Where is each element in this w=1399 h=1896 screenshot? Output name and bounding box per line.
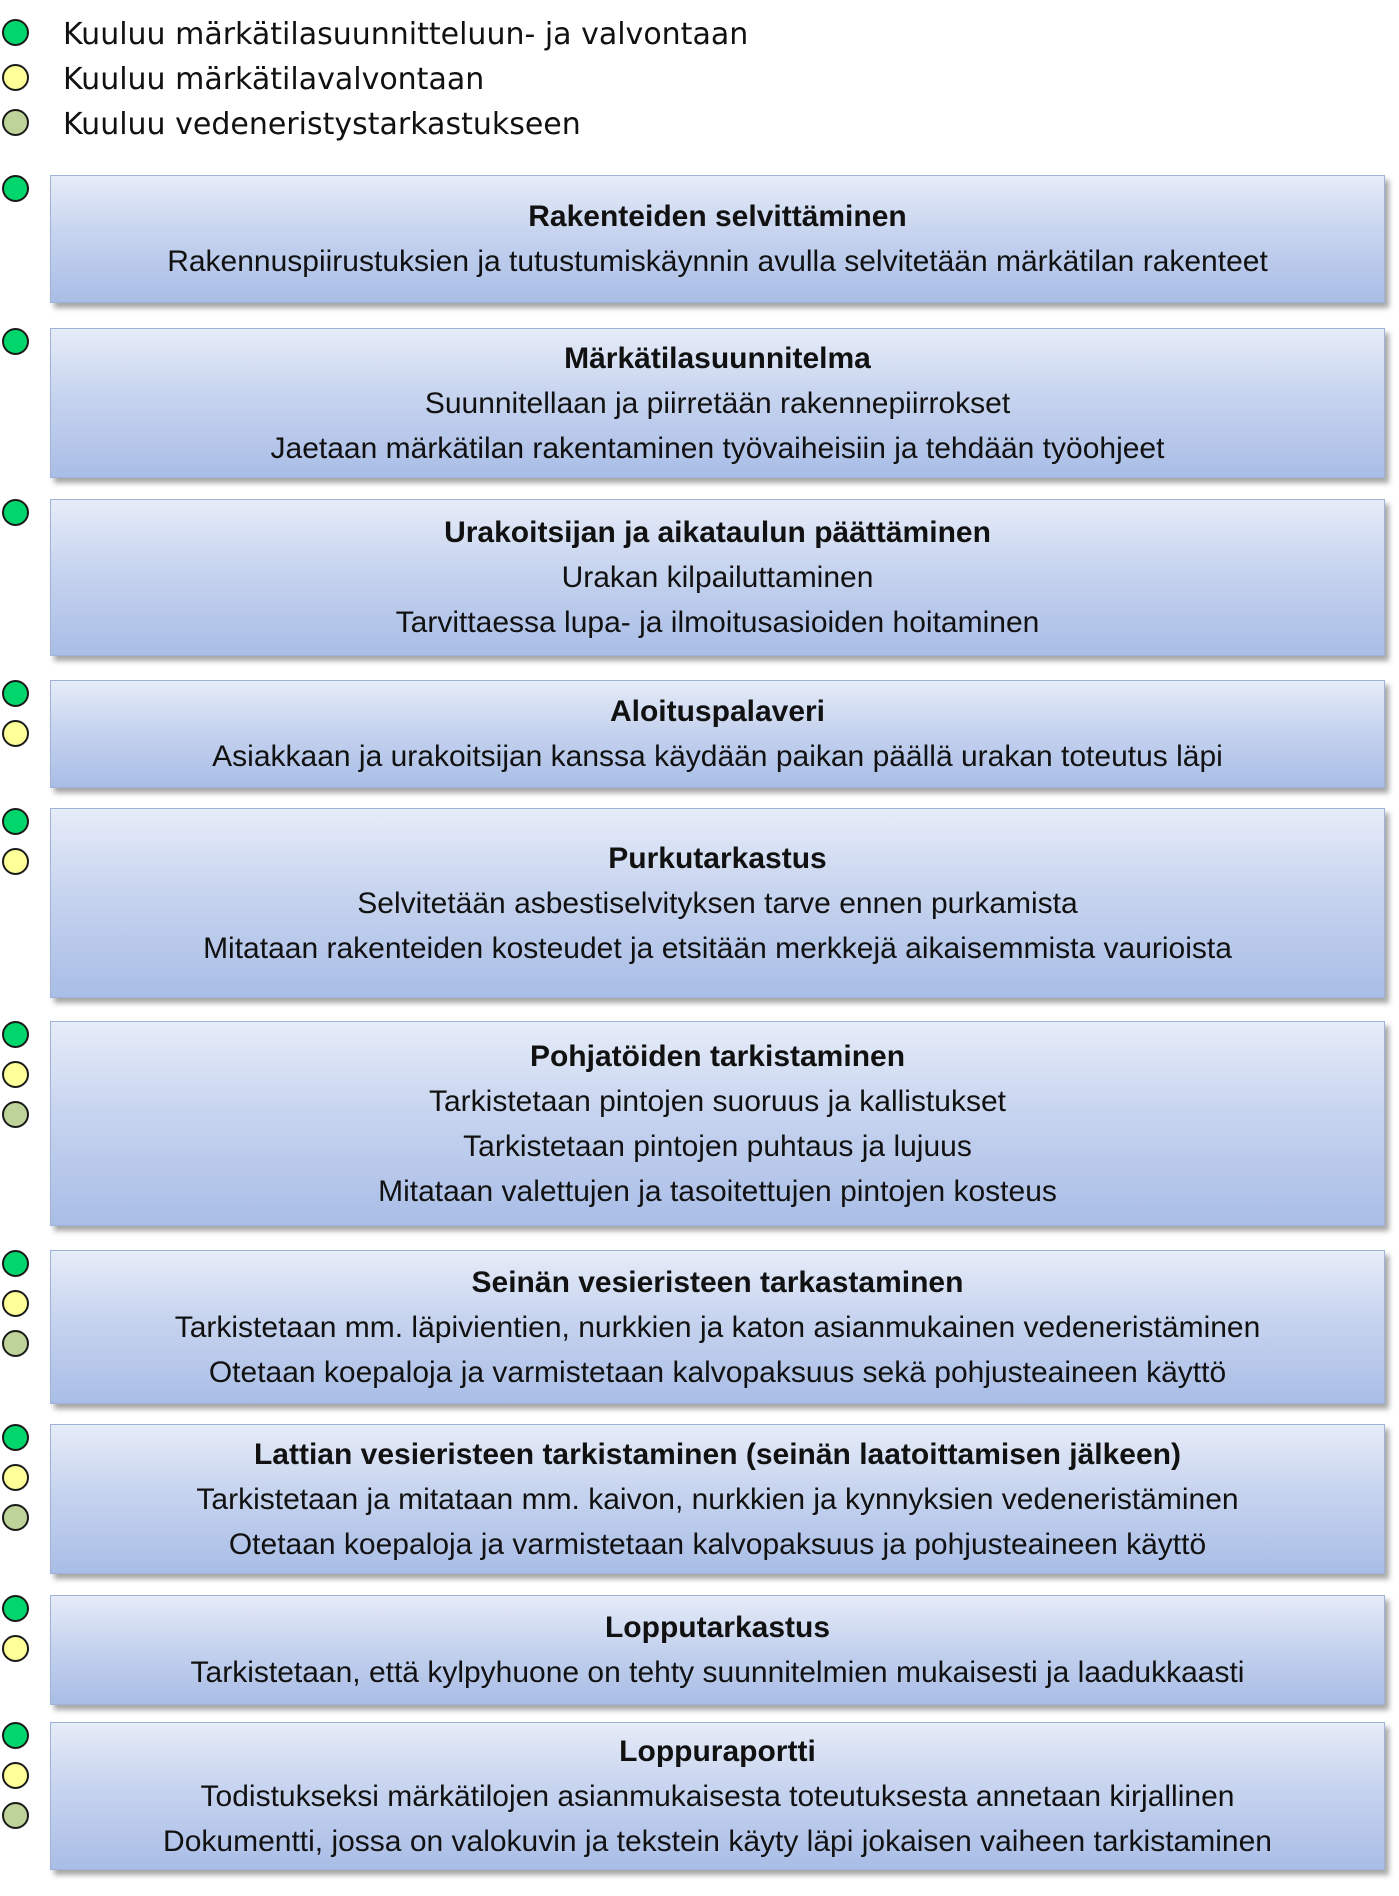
- step-box: [50, 1021, 1385, 1226]
- step-title: Lopputarkastus: [604, 1611, 831, 1644]
- step-title: Lattian vesieristeen tarkistaminen (seinän laatoittamisen jälkeen): [253, 1437, 1181, 1471]
- step-line: Jaetaan märkätilan rakentaminen työvaiheisiin ja tehdään työohjeet: [270, 431, 1165, 465]
- olive-circle-icon: [2, 1802, 29, 1829]
- step-line: Dokumentti, jossa on valokuvin ja tekstein käyty läpi jokaisen vaiheen tarkistaminen: [163, 1824, 1272, 1858]
- yellow-circle-icon: [2, 1762, 29, 1789]
- step-box: [50, 328, 1385, 478]
- step-lattian-vesieristeen-tarkistaminen: [0, 1424, 1399, 1574]
- green-circle-icon: [2, 680, 29, 707]
- green-circle-icon: [2, 1021, 29, 1048]
- step-line: Otetaan koepaloja ja varmistetaan kalvopaksuus ja pohjusteaineen käyttö: [228, 1527, 1207, 1561]
- green-circle-icon: [2, 328, 29, 355]
- green-circle-icon: [2, 1424, 29, 1451]
- step-rakenteiden-selvittaminen: [0, 175, 1399, 303]
- green-circle-icon: [2, 175, 29, 202]
- olive-circle-icon: [2, 1504, 29, 1531]
- olive-circle-icon: [2, 1330, 29, 1357]
- yellow-circle-icon: [2, 1290, 29, 1317]
- step-title: Pohjatöiden tarkistaminen: [529, 1039, 906, 1073]
- step-line: Tarkistetaan pintojen suoruus ja kallistukset: [429, 1084, 1006, 1118]
- green-circle-icon: [2, 19, 29, 46]
- legend-item-supervision: [0, 59, 900, 99]
- legend-label: Kuuluu märkätilavalvontaan: [63, 62, 485, 97]
- legend-item-waterproofing-inspection: [0, 104, 900, 144]
- step-line: Tarvittaessa lupa- ja ilmoitusasioiden hoitaminen: [395, 606, 1040, 639]
- yellow-circle-icon: [2, 720, 29, 747]
- step-title: Loppuraportti: [619, 1734, 816, 1768]
- yellow-circle-icon: [2, 848, 29, 875]
- step-title: Aloituspalaveri: [609, 695, 826, 728]
- green-circle-icon: [2, 1595, 29, 1622]
- step-loppuraportti: [0, 1722, 1399, 1870]
- olive-circle-icon: [2, 1101, 29, 1128]
- yellow-circle-icon: [2, 64, 29, 91]
- step-box: [50, 1595, 1385, 1705]
- step-line: Todistukseksi märkätilojen asianmukaisesta toteutuksesta annetaan kirjallinen: [200, 1779, 1235, 1813]
- step-title: Urakoitsijan ja aikataulun päättäminen: [444, 516, 991, 549]
- step-aloituspalaveri: [0, 680, 1399, 788]
- step-box: [50, 808, 1385, 998]
- green-circle-icon: [2, 808, 29, 835]
- step-line: Selvitetään asbestiselvityksen tarve ennen purkamista: [357, 886, 1078, 920]
- green-circle-icon: [2, 1722, 29, 1749]
- step-title: Märkätilasuunnitelma: [564, 341, 871, 375]
- yellow-circle-icon: [2, 1635, 29, 1662]
- step-box: [50, 1424, 1385, 1574]
- step-title: Rakenteiden selvittäminen: [528, 200, 907, 233]
- step-line: Mitataan valettujen ja tasoitettujen pintojen kosteus: [378, 1174, 1057, 1208]
- step-purkutarkastus: [0, 808, 1399, 998]
- step-box: [50, 1722, 1385, 1870]
- step-line: Mitataan rakenteiden kosteudet ja etsitään merkkejä aikaisemmista vaurioista: [203, 931, 1232, 965]
- step-markatilasuunnitelma: [0, 328, 1399, 478]
- step-line: Tarkistetaan pintojen puhtaus ja lujuus: [463, 1129, 972, 1163]
- step-line: Tarkistetaan mm. läpivientien, nurkkien ja katon asianmukainen vedeneristäminen: [174, 1310, 1261, 1344]
- step-lopputarkastus: [0, 1595, 1399, 1705]
- step-box: [50, 499, 1385, 656]
- legend-label: Kuuluu vedeneristystarkastukseen: [63, 107, 581, 142]
- step-line: Urakan kilpailuttaminen: [561, 561, 874, 594]
- step-seinan-vesieristeen-tarkastaminen: [0, 1250, 1399, 1404]
- green-circle-icon: [2, 1250, 29, 1277]
- step-line: Asiakkaan ja urakoitsijan kanssa käydään paikan päällä urakan toteutus läpi: [212, 740, 1223, 773]
- step-box: [50, 175, 1385, 303]
- step-line: Otetaan koepaloja ja varmistetaan kalvopaksuus sekä pohjusteaineen käyttö: [208, 1355, 1227, 1389]
- step-line: Rakennuspiirustuksien ja tutustumiskäynnin avulla selvitetään märkätilan rakenteet: [167, 245, 1268, 278]
- legend-label: Kuuluu märkätilasuunnitteluun- ja valvontaan: [63, 17, 749, 52]
- step-title: Seinän vesieristeen tarkastaminen: [471, 1265, 964, 1299]
- step-pohjatoiden-tarkistaminen: [0, 1021, 1399, 1226]
- olive-circle-icon: [2, 109, 29, 136]
- step-line: Tarkistetaan, että kylpyhuone on tehty suunnitelmien mukaisesti ja laadukkaasti: [190, 1656, 1245, 1689]
- legend-item-design-and-supervision: [0, 14, 900, 54]
- step-line: Tarkistetaan ja mitataan mm. kaivon, nurkkien ja kynnyksien vedeneristäminen: [196, 1482, 1239, 1516]
- yellow-circle-icon: [2, 1464, 29, 1491]
- step-title: Purkutarkastus: [608, 841, 827, 875]
- yellow-circle-icon: [2, 1061, 29, 1088]
- step-urakoitsijan-ja-aikataulun-paattaminen: [0, 499, 1399, 656]
- green-circle-icon: [2, 499, 29, 526]
- step-box: [50, 680, 1385, 788]
- step-line: Suunnitellaan ja piirretään rakennepiirrokset: [424, 386, 1011, 420]
- step-box: [50, 1250, 1385, 1404]
